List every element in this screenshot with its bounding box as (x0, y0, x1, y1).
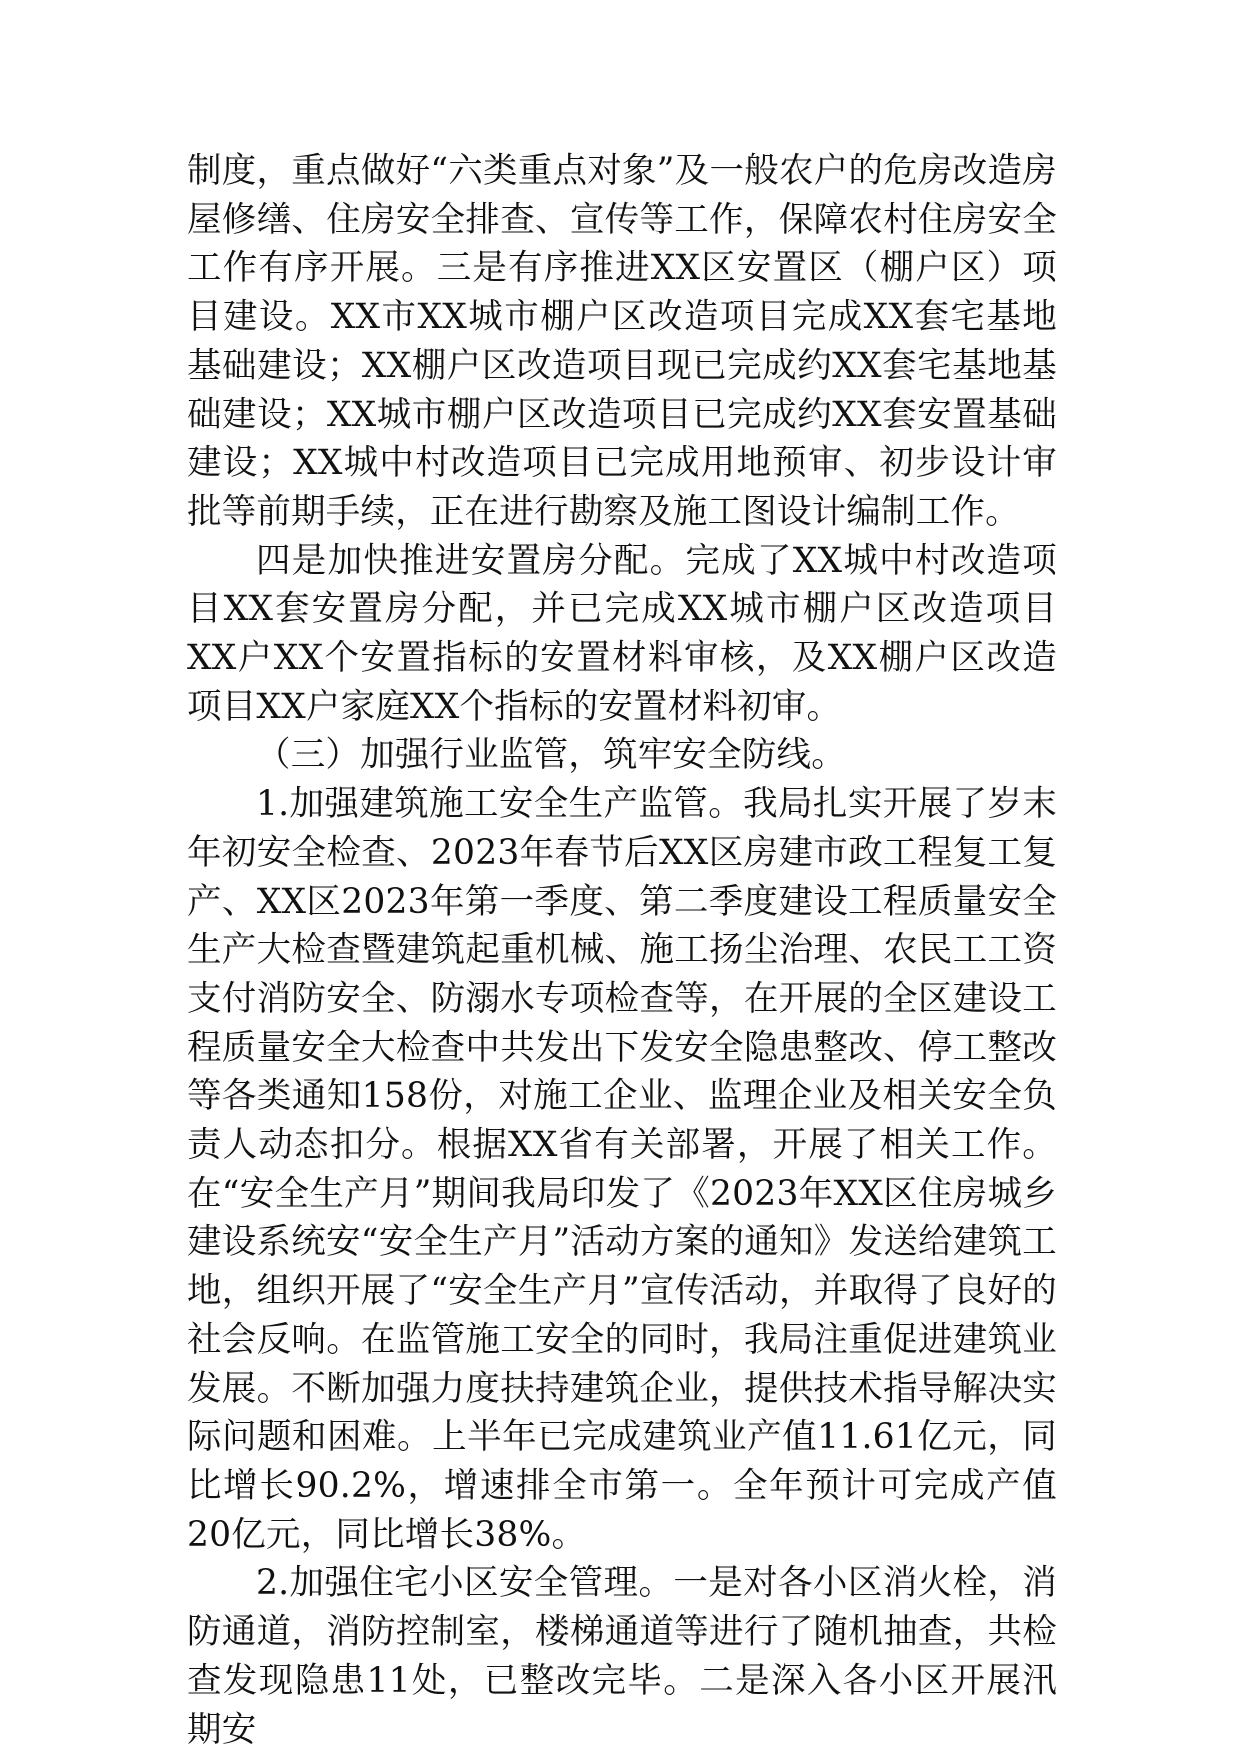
body-text (187, 147, 1057, 1754)
paragraph-continuation: 制度，重点做好“六类重点对象”及一般农户的危房改造房屋修缮、住房安全排查、宣传等工作，保障农村住房安全工作有序开展。三是有序推进XX区安置区（棚户区）项目建设。XX市XX城市棚户区改造项目完成XX套宅基地基础建设；XX棚户区改造项目现已完成约XX套宅基地基础建设；XX城市棚户区改造项目已完成约XX套安置基础建设；XX城中村改造项目已完成用地预审、初步设计审批等前期手续，正在进行勘察及施工图设计编制工作。 (187, 151, 1057, 532)
paragraph-resettlement-allocation: 四是加快推进安置房分配。完成了XX城中村改造项目XX套安置房分配，并已完成XX城市棚户区改造项目XX户XX个安置指标的安置材料审核，及XX棚户区改造项目XX户家庭XX个指标的安置材料初审。 (187, 540, 1057, 727)
paragraph-construction-safety: 1.加强建筑施工安全生产监管。我局扎实开展了岁末年初安全检查、2023年春节后XX区房建市政工程复工复产、XX区2023年第一季度、第二季度建设工程质量安全生产大检查暨建筑起重机械、施工扬尘治理、农民工工资支付消防安全、防溺水专项检查等，在开展的全区建设工程质量安全大检查中共发出下发安全隐患整改、停工整改等各类通知158份，对施工企业、监理企业及相关安全负责人动态扣分。根据XX省有关部署，开展了相关工作。在“安全生产月”期间我局印发了《2023年XX区住房城乡建设系统安“安全生产月”活动方案的通知》发送给建筑工地，组织开展了“安全生产月”宣传活动，并取得了良好的社会反响。在监管施工安全的同时，我局注重促进建筑业发展。不断加强力度扶持建筑企业，提供技术指导解决实际问题和困难。上半年已完成建筑业产值11.61亿元，同比增长90.2%，增速排全市第一。全年预计可完成产值20亿元，同比增长38%。 (187, 784, 1057, 1555)
paragraph-residential-safety: 2.加强住宅小区安全管理。一是对各小区消火栓，消防通道，消防控制室，楼梯通道等进行了随机抽查，共检查发现隐患11处，已整改完毕。二是深入各小区开展汛期安 (187, 1563, 1057, 1750)
section-heading-supervision: （三）加强行业监管，筑牢安全防线。 (256, 735, 846, 776)
